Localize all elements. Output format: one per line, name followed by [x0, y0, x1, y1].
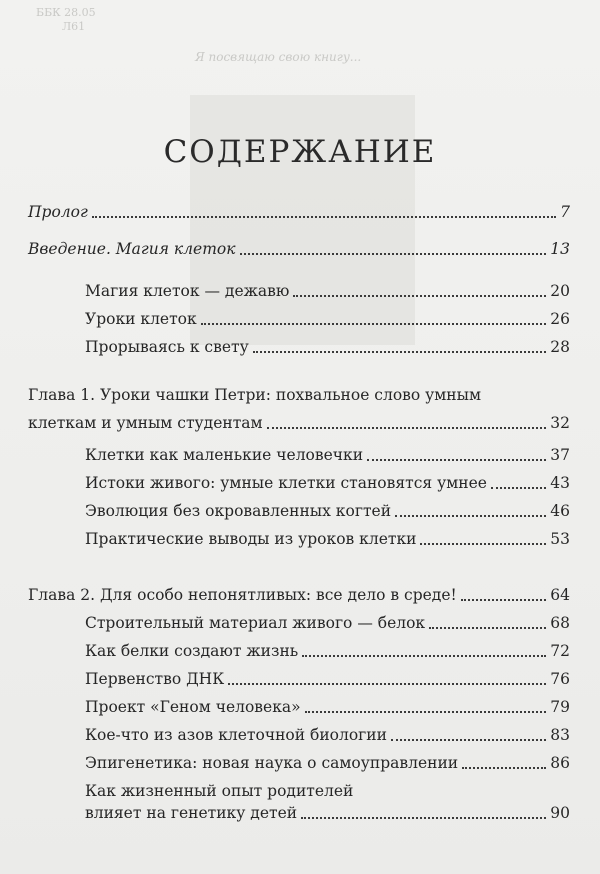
- toc-leader-dots: [391, 738, 546, 741]
- toc-entry-title: Строительный материал живого — белок: [85, 614, 426, 632]
- toc-entry-title: Прорываясь к свету: [85, 338, 249, 356]
- toc-leader-dots: [253, 350, 547, 353]
- toc-entry-page: 28: [550, 338, 570, 356]
- toc-entry-page: 46: [550, 502, 570, 520]
- toc-entry-line: [85, 782, 570, 801]
- toc-entry: [28, 203, 570, 222]
- bleed-text: ББК 28.05: [36, 6, 96, 19]
- toc-leader-dots: [267, 426, 547, 429]
- toc-entry: [85, 282, 570, 301]
- toc-leader-dots: [293, 294, 546, 297]
- toc-entry-title: Пролог: [28, 203, 88, 221]
- toc-leader-dots: [462, 766, 546, 769]
- toc-entry-title: Истоки живого: умные клетки становятся умнее: [85, 474, 487, 492]
- toc-entry-page: 86: [550, 754, 570, 772]
- toc-entry-title: Как белки создают жизнь: [85, 642, 299, 660]
- page-title: СОДЕРЖАНИЕ: [163, 133, 437, 170]
- toc-entry: [85, 474, 570, 493]
- toc-entry-page: 37: [550, 446, 570, 464]
- toc-entry: [85, 670, 570, 689]
- toc-entry-title: Клетки как маленькие человечки: [85, 446, 364, 464]
- toc-leader-dots: [228, 682, 546, 685]
- toc-entry-title: Практические выводы из уроков клетки: [85, 530, 417, 548]
- toc-leader-dots: [201, 322, 547, 325]
- toc-entry: [85, 446, 570, 465]
- toc-entry-title: Эпигенетика: новая наука о самоуправлении: [85, 754, 459, 772]
- toc-entry-title: клеткам и умным студентам: [28, 414, 263, 432]
- toc-entry-title: Глава 2. Для особо непонятливых: все дело в среде!: [28, 586, 457, 604]
- toc-entry-page: 72: [550, 642, 570, 660]
- toc-entry-title: Введение. Магия клеток: [28, 240, 236, 258]
- toc-entry: [85, 502, 570, 521]
- toc-leader-dots: [491, 486, 546, 489]
- toc-entry-title: Глава 1. Уроки чашки Петри: похвальное слово умным: [28, 386, 482, 404]
- toc-entry-page: 90: [550, 804, 570, 822]
- toc-entry: [85, 698, 570, 717]
- toc-entry-page: 53: [550, 530, 570, 548]
- toc-entry-page: 79: [550, 698, 570, 716]
- toc-entry-title: Первенство ДНК: [85, 670, 225, 688]
- bleed-text: Л61: [62, 20, 86, 33]
- toc-entry-title: Как жизненный опыт родителей: [85, 782, 354, 800]
- toc-entry-page: 32: [550, 414, 570, 432]
- toc-entry-title: влияет на генетику детей: [85, 804, 298, 822]
- toc-entry: [85, 614, 570, 633]
- toc-leader-dots: [461, 598, 547, 601]
- toc-leader-dots: [367, 458, 546, 461]
- toc-entry: [28, 240, 570, 259]
- toc-leader-dots: [305, 710, 547, 713]
- toc-leader-dots: [302, 654, 546, 657]
- toc-leader-dots: [420, 542, 546, 545]
- toc-entry-page: 83: [550, 726, 570, 744]
- toc-entry-title: Магия клеток — дежавю: [85, 282, 290, 300]
- toc-entry-page: 20: [550, 282, 570, 300]
- toc-entry-page: 26: [550, 310, 570, 328]
- toc-entry-page: 64: [550, 586, 570, 604]
- toc-entry: [85, 804, 570, 823]
- toc-entry-title: Кое-что из азов клеточной биологии: [85, 726, 387, 744]
- toc-leader-dots: [240, 252, 547, 255]
- toc-entry: [28, 586, 570, 605]
- toc-entry: [85, 726, 570, 745]
- toc-leader-dots: [395, 514, 546, 517]
- toc-entry-page: 43: [550, 474, 570, 492]
- toc-entry-page: 13: [550, 240, 570, 258]
- toc-leader-dots: [429, 626, 546, 629]
- toc-leader-dots: [301, 816, 546, 819]
- toc-entry: [85, 642, 570, 661]
- toc-entry: [85, 338, 570, 357]
- toc-entry: [85, 310, 570, 329]
- toc-entry: [28, 414, 570, 433]
- toc-entry-title: Уроки клеток: [85, 310, 197, 328]
- toc-entry-page: 68: [550, 614, 570, 632]
- bleed-text: Я посвящаю свою книгу...: [195, 50, 362, 64]
- toc-entry-title: Эволюция без окровавленных когтей: [85, 502, 392, 520]
- toc-entry-title: Проект «Геном человека»: [85, 698, 301, 716]
- toc-entry-page: 76: [550, 670, 570, 688]
- toc-entry: [85, 530, 570, 549]
- toc-entry-page: 7: [560, 203, 570, 221]
- toc-entry-line: [28, 386, 570, 405]
- toc-leader-dots: [92, 215, 556, 218]
- toc-entry: [85, 754, 570, 773]
